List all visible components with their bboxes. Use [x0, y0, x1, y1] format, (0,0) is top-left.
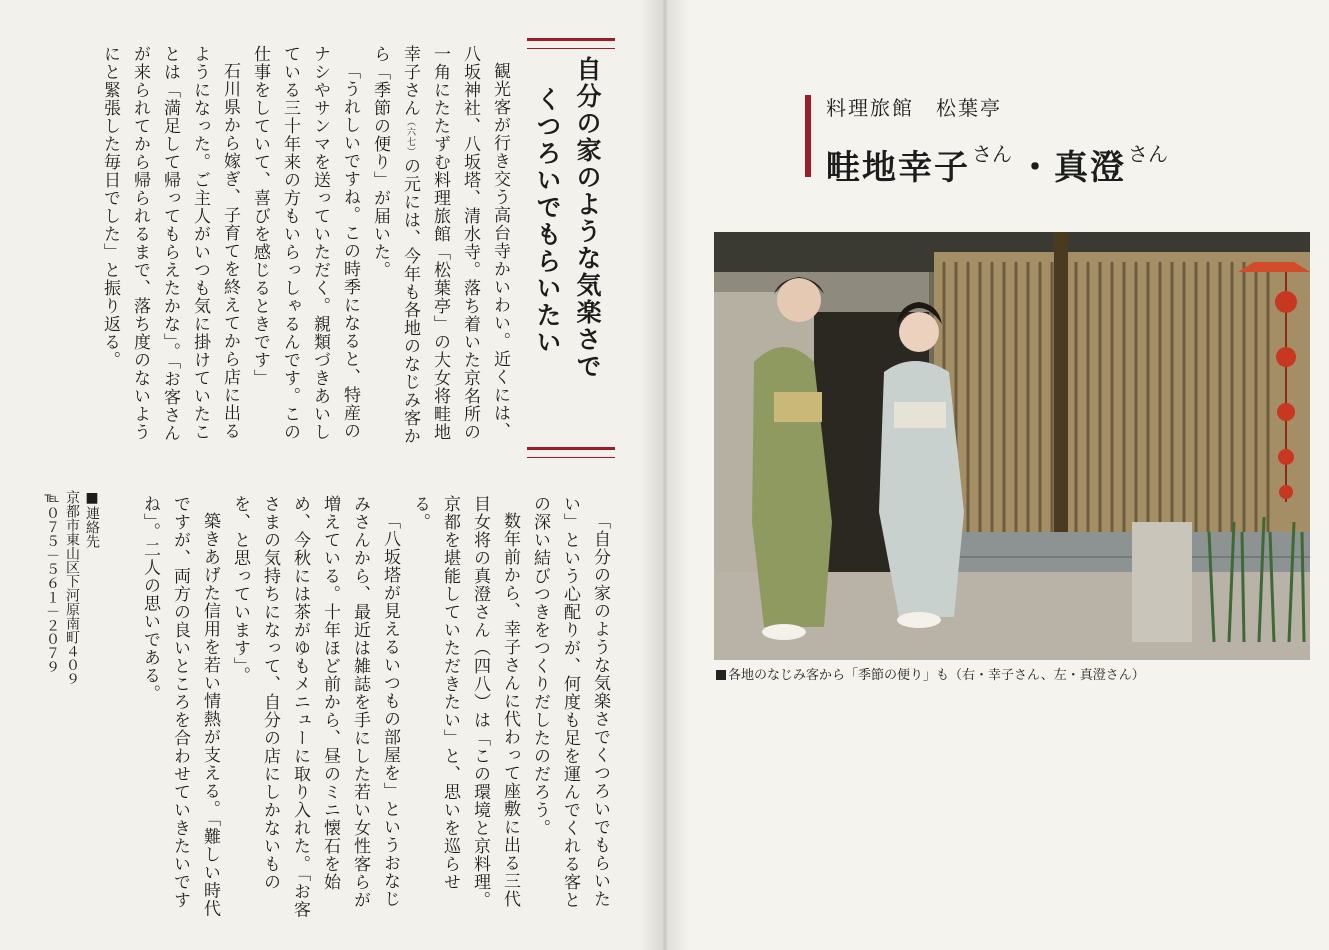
title-accent-bar [805, 95, 811, 177]
headline-box [527, 38, 615, 458]
contact-phone: ℡０７５－５６１－２０７９ [44, 490, 60, 674]
article-body-lower [135, 495, 615, 925]
photo-illustration [714, 232, 1310, 660]
bamboo-fence [934, 232, 1310, 562]
paragraph: 数年前から、幸子さんに代わって座敷に出る三代目女将の真澄さん（四八）は「この環境と京料理。京都を堪能していただきたい」と、思いを巡らせる。 [410, 495, 520, 909]
headline-rule-bottom [527, 447, 615, 458]
caption-marker-square [716, 670, 726, 680]
featured-names [826, 138, 1174, 189]
name-separator: ・ [1018, 148, 1054, 188]
name-sachiko: 畦地幸子 [826, 148, 970, 188]
photo-caption [716, 664, 1145, 683]
honorific: さん [972, 142, 1012, 166]
page-gutter [640, 0, 690, 950]
paragraph: 「八坂塔が見えるいつもの部屋を」というおなじみさんから、最近は雑誌を手にした若い女性客らが増えている。十年ほど前から、昼のミニ懐石を始め、今秋には茶がゆもメニューに取り入れた。「お客さまの気持ちになって、自分の店にしかないものを、と思っています」。 [230, 495, 400, 919]
article-body-upper [95, 45, 515, 450]
headline-line-1: 自分の家のような気楽さで [573, 56, 602, 380]
paragraph: 「うれしいですね。この時季になると、特産のナシやサンマを送っていただく。親類づきあいしている三十年来の方もいらっしゃるんです。この仕事をしていて、喜びを感じるときです」 [250, 45, 360, 441]
name-masumi: 真澄 [1054, 148, 1126, 188]
honorific: さん [1128, 142, 1168, 166]
contact-heading: ■連絡先 [84, 490, 100, 548]
contact-address: 京都市東山区下河原南町４０９ [64, 490, 80, 686]
paragraph: 石川県から嫁ぎ、子育てを終えてから店に出るようになった。ご主人がいつも気に掛けていたことは「満足して帰ってもらえたかな」。「お客さんが来られてから帰られるまで、落ち度のないようにと緊張した毎日でした」と振り返る。 [100, 45, 240, 442]
paragraph: 「自分の家のような気楽さでくつろいでもらいたい」という心配りが、何度も足を運んでくれる客との深い結びつきをつくりだしたのだろう。 [530, 495, 610, 909]
paragraph: 観光客が行き交う高台寺かいわい。近くには、八坂神社、八坂塔、清水寺。落ち着いた京名所の一角にたたずむ料理旅館「松葉亭」の大女将畦地幸子さん（六七）の元には、今年も各地のなじみ客から「季節の便り」が届いた。 [370, 45, 510, 445]
headline-line-2: くつろいでもらいたい [533, 86, 562, 356]
ryokan-photo [714, 232, 1310, 660]
ryokan-subtitle: 料理旅館 松葉亭 [826, 96, 1002, 120]
headline-rule-top [527, 38, 615, 49]
paragraph: 築きあげた信用を若い情熱が支える。「難しい時代ですが、両方の良いところを合わせていきたいですね」。二人の思いである。 [140, 495, 220, 918]
headline [527, 56, 607, 380]
contact-info [42, 490, 102, 730]
caption-text: 各地のなじみ客から「季節の便り」も（右・幸子さん、左・真澄さん） [728, 668, 1145, 683]
